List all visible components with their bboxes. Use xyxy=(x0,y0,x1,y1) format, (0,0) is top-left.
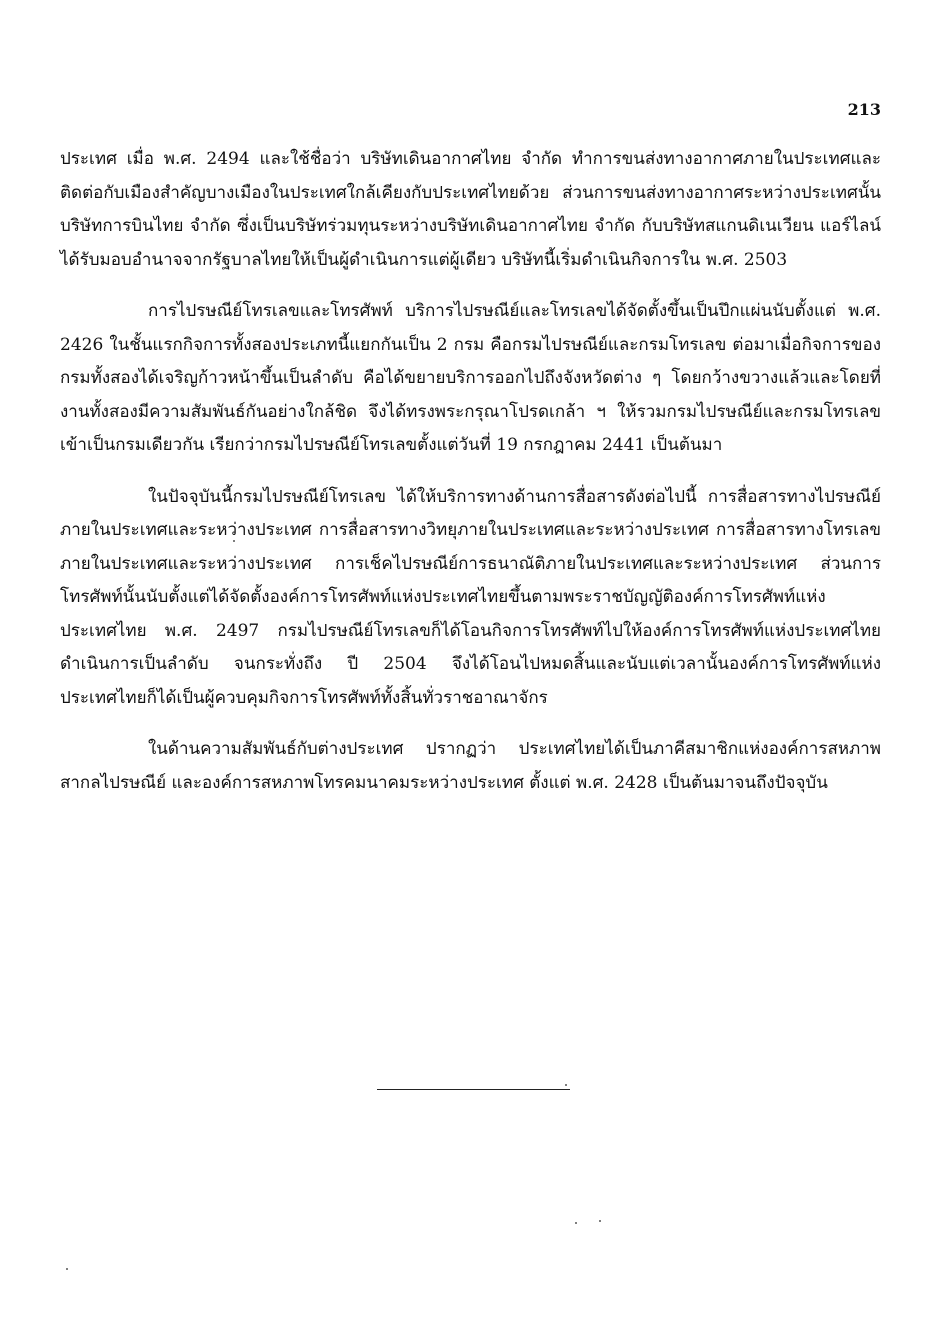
page-number: 213 xyxy=(847,100,881,119)
paragraph-current-services: ในปัจจุบันนี้กรมไปรษณีย์โทรเลข ได้ให้บริการทางด้านการสื่อสารดังต่อไปนี้ การสื่อสารทางไปรษณีย์ภายในประเทศและระหว่างประเทศ การสื่อสารทางวิทยุภายในประเทศและระหว่างประเทศ การสื่อสารทางโทรเลขภายในประเทศและระหว่างประเทศ การเช็คไปรษณีย์การธนาณัติภายในประเทศและระหว่างประเทศ ส่วนการโทรศัพท์นั้นนับตั้งแต่ได้จัดตั้งองค์การโทรศัพท์แห่งประเทศไทยขึ้นตามพระราชบัญญัติองค์การโทรศัพท์แห่งประเทศไทย พ.ศ. 2497 กรมไปรษณีย์โทรเลขก็ได้โอนกิจการโทรศัพท์ไปให้องค์การโทรศัพท์แห่งประเทศไทยดำเนินการเป็นลำดับ จนกระทั่งถึง ปี 2504 จึงได้โอนไปหมดสิ้นและนับแต่เวลานั้นองค์การโทรศัพท์แห่งประเทศไทยก็ได้เป็นผู้ควบคุมกิจการโทรศัพท์ทั้งสิ้นทั่วราชอาณาจักร xyxy=(60,486,881,708)
scan-speck xyxy=(233,540,235,542)
scan-speck xyxy=(66,1268,68,1270)
section-end-rule xyxy=(377,1089,570,1090)
paragraph-post-telegraph-telephone: การไปรษณีย์โทรเลขและโทรศัพท์ บริการไปรษณีย์และโทรเลขได้จัดตั้งขึ้นเป็นปึกแผ่นนับตั้งแต่ พ.ศ. 2426 ในชั้นแรกกิจการทั้งสองประเภทนี้แยกกันเป็น 2 กรม คือกรมไปรษณีย์และกรมโทรเลข ต่อมาเมื่อกิจการของกรมทั้งสองได้เจริญก้าวหน้าขึ้นเป็นลำดับ คือได้ขยายบริการออกไปถึงจังหวัดต่าง ๆ โดยกว้างขวางแล้วและโดยที่งานทั้งสองมีความสัมพันธ์กันอย่างใกล้ชิด จึงได้ทรงพระกรุณาโปรดเกล้า ฯ ให้รวมกรมไปรษณีย์และกรมโทรเลขเข้าเป็นกรมเดียวกัน เรียกว่ากรมไปรษณีย์โทรเลขตั้งแต่วันที่ 19 กรกฎาคม 2441 เป็นต้นมา xyxy=(60,301,881,455)
scan-speck xyxy=(565,1084,567,1086)
paragraph-continued-airlines: ประเทศ เมื่อ พ.ศ. 2494 และใช้ชื่อว่า บริษัทเดินอากาศไทย จำกัด ทำการขนส่งทางอากาศภายในประเทศและติดต่อกับเมืองสำคัญบางเมืองในประเทศใกล้เคียงกับประเทศไทยด้วย ส่วนการขนส่งทางอากาศระหว่างประเทศนั้น บริษัทการบินไทย จำกัด ซึ่งเป็นบริษัทร่วมทุนระหว่างบริษัทเดินอากาศไทย จำกัด กับบริษัทสแกนดิเนเวียน แอร์ไลน์ ได้รับมอบอำนาจจากรัฐบาลไทยให้เป็นผู้ดำเนินการแต่ผู้เดียว บริษัทนี้เริ่มดำเนินกิจการใน พ.ศ. 2503 xyxy=(60,149,881,270)
scan-speck xyxy=(575,1222,577,1224)
body-text xyxy=(60,143,881,818)
paragraph-international-relations: ในด้านความสัมพันธ์กับต่างประเทศ ปรากฏว่า ประเทศไทยได้เป็นภาคีสมาชิกแห่งองค์การสหภาพสากลไปรษณีย์ และองค์การสหภาพโทรคมนาคมระหว่างประเทศ ตั้งแต่ พ.ศ. 2428 เป็นต้นมาจนถึงปัจจุบัน xyxy=(60,739,881,793)
scan-speck xyxy=(599,1220,601,1222)
